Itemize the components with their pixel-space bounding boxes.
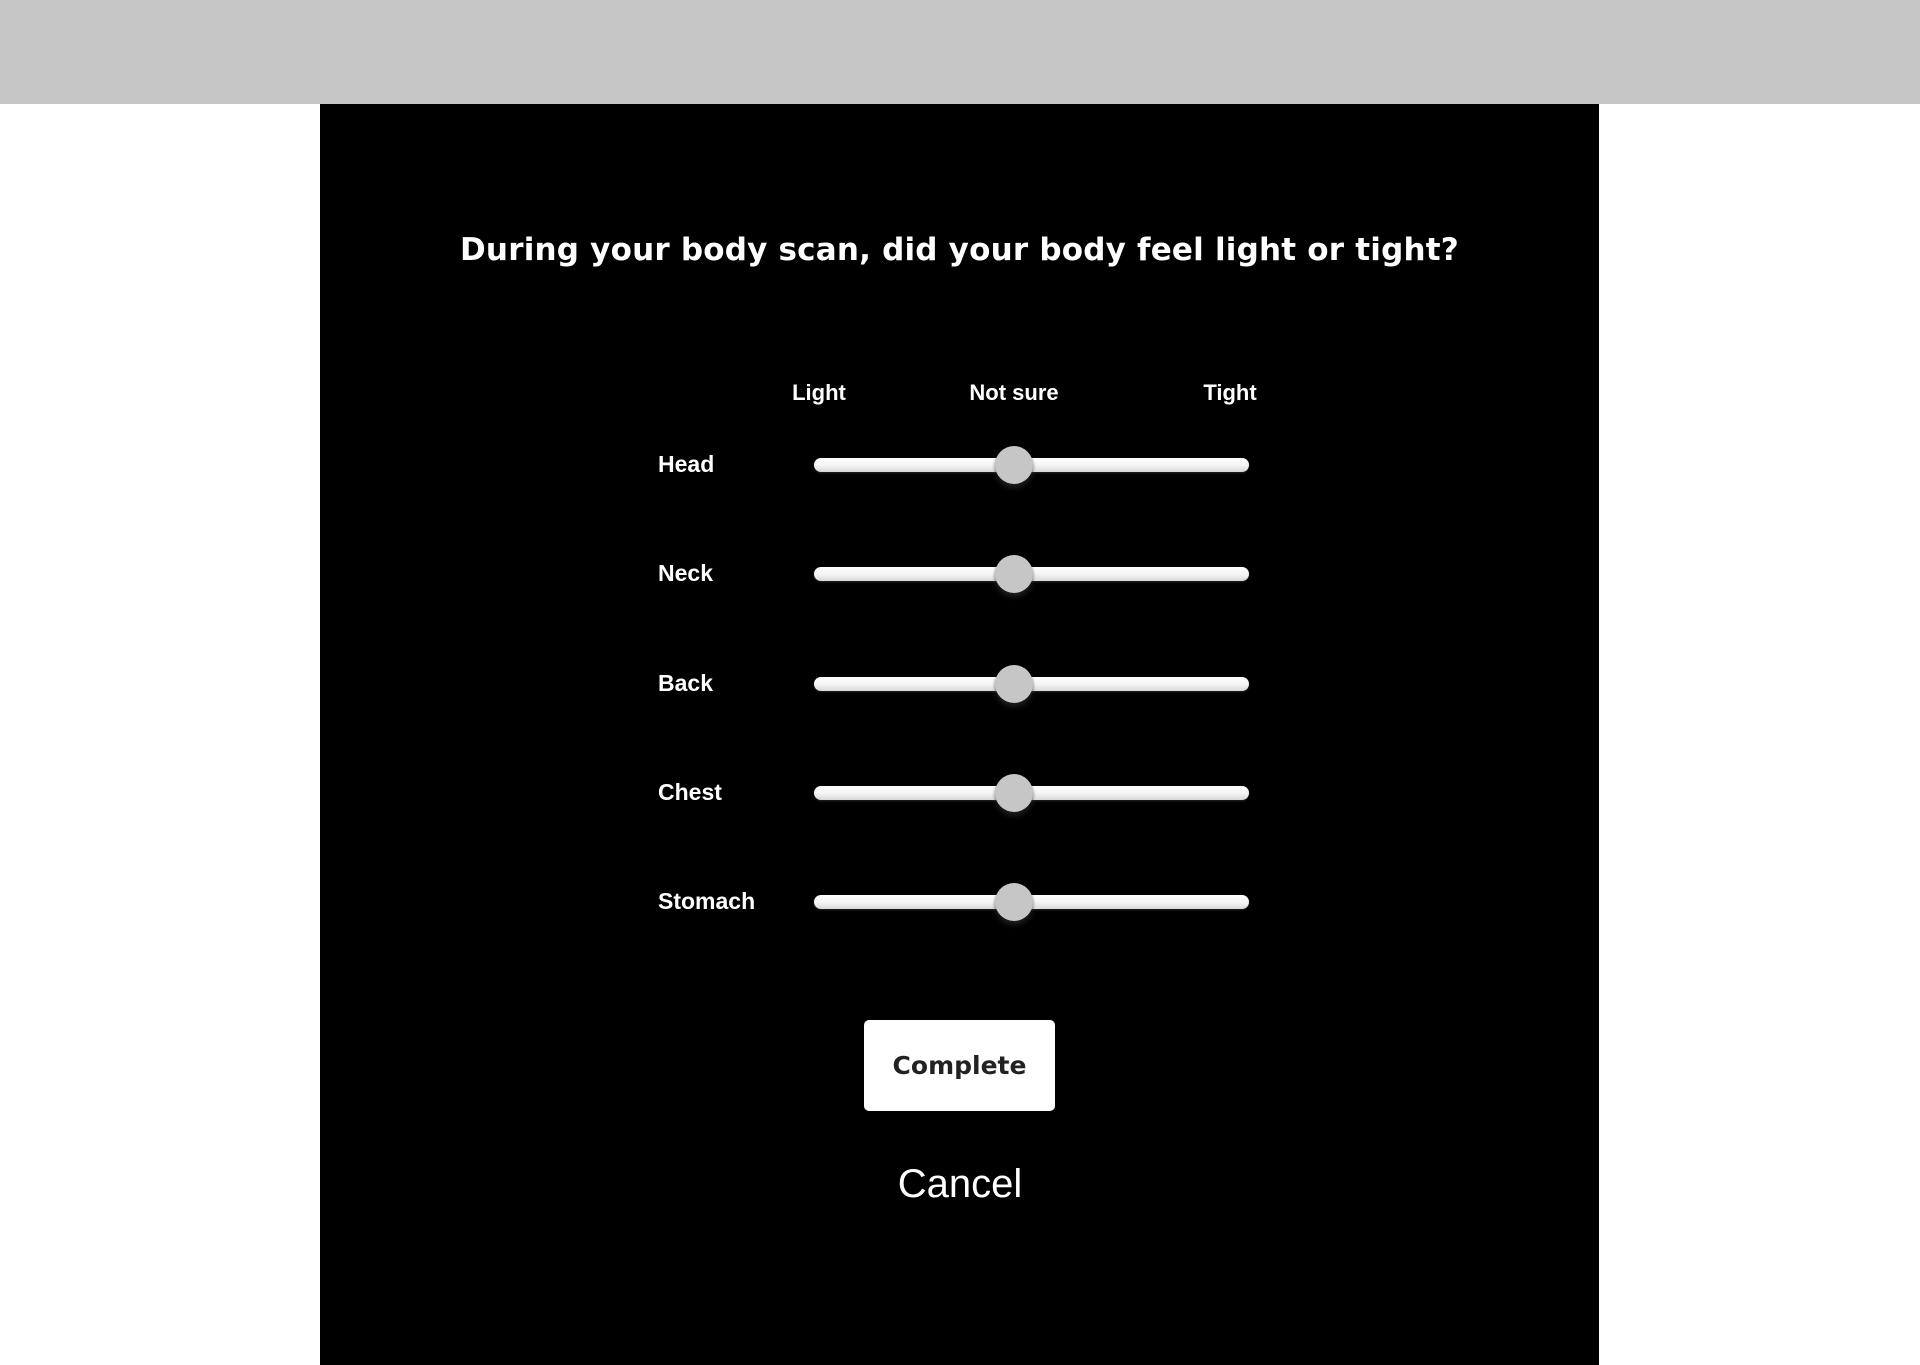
- scale-label-tight: Tight: [1203, 380, 1257, 405]
- slider-thumb-neck[interactable]: [995, 555, 1033, 593]
- question-heading: During your body scan, did your body feel light or tight?: [460, 232, 1459, 268]
- slider-row-back: [320, 654, 1599, 714]
- body-scan-panel: [320, 104, 1599, 1365]
- scale-label-light: Light: [792, 380, 846, 405]
- cancel-button[interactable]: Cancel: [860, 1154, 1060, 1214]
- slider-label-stomach: Stomach: [658, 888, 756, 914]
- slider-thumb-head[interactable]: [995, 446, 1033, 484]
- slider-row-head: [320, 435, 1599, 495]
- slider-label-chest: Chest: [658, 779, 722, 805]
- slider-thumb-back[interactable]: [995, 665, 1033, 703]
- top-bar: [0, 0, 1920, 104]
- slider-thumb-stomach[interactable]: [995, 883, 1033, 921]
- slider-row-chest: [320, 763, 1599, 823]
- slider-row-stomach: [320, 872, 1599, 932]
- slider-label-head: Head: [658, 451, 715, 477]
- complete-button[interactable]: Complete: [864, 1020, 1055, 1111]
- slider-label-neck: Neck: [658, 560, 713, 586]
- scale-label-not-sure: Not sure: [969, 380, 1059, 405]
- slider-thumb-chest[interactable]: [995, 774, 1033, 812]
- slider-row-neck: [320, 544, 1599, 604]
- slider-label-back: Back: [658, 670, 713, 696]
